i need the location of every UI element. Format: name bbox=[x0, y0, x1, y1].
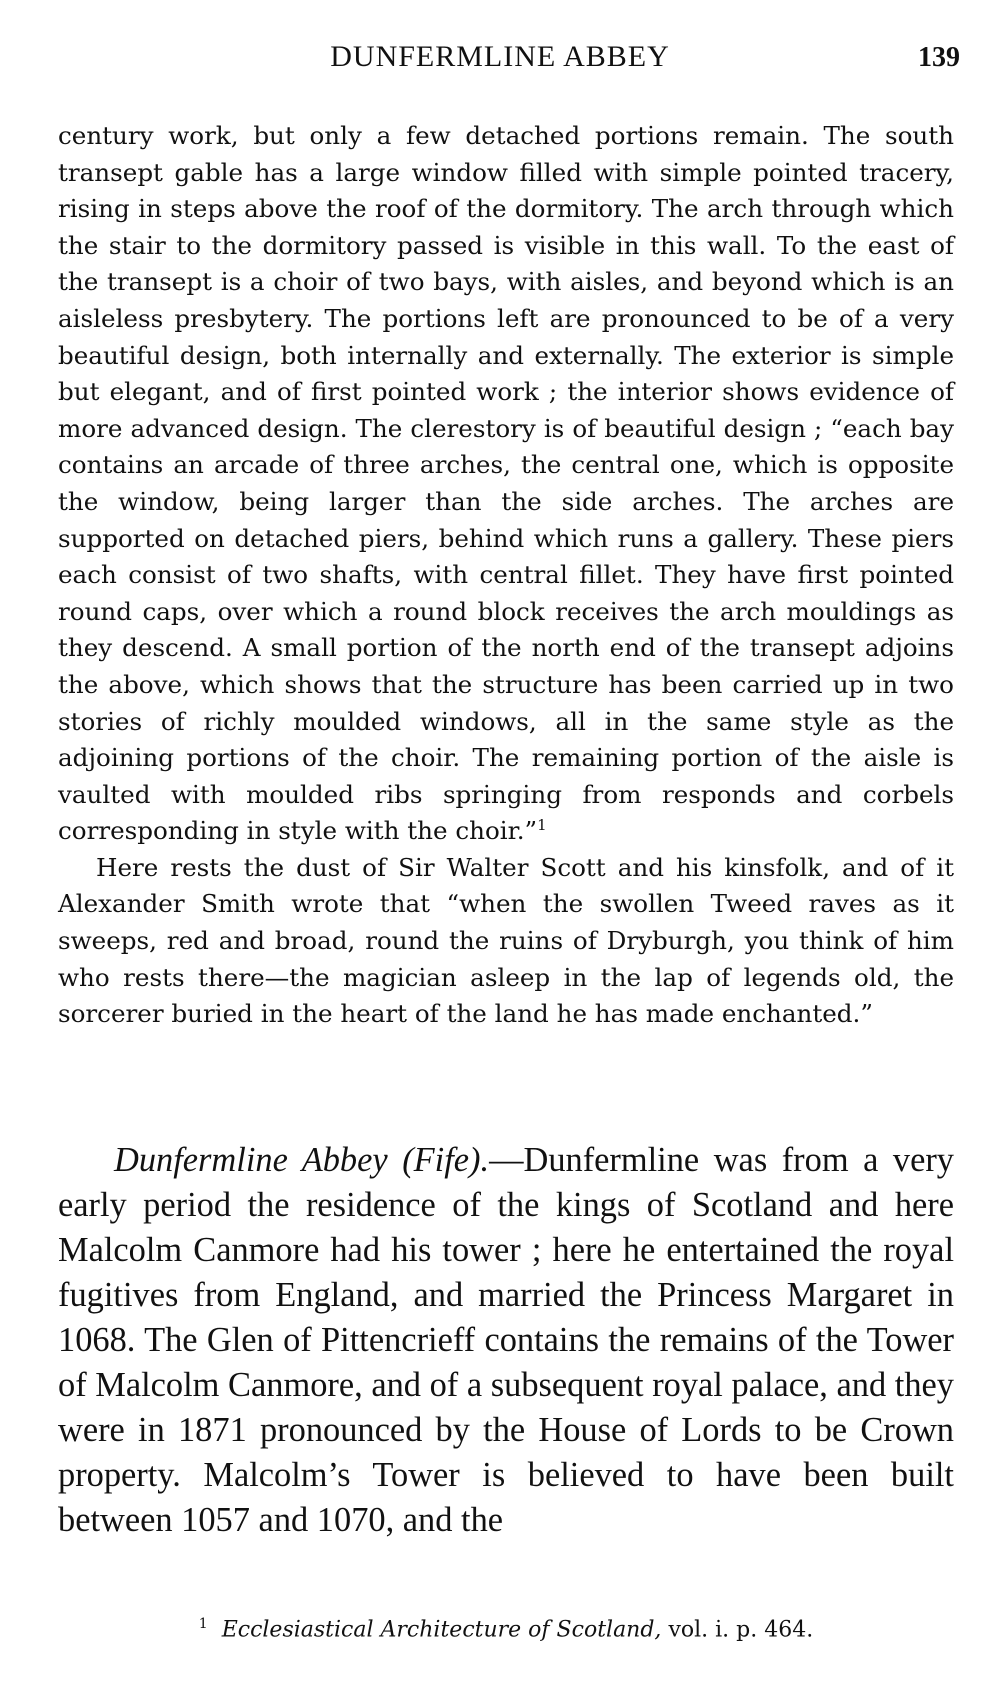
page-number: 139 bbox=[918, 42, 960, 73]
dunfermline-section bbox=[58, 1138, 954, 1543]
paragraph-transept bbox=[58, 118, 954, 850]
footnote-reference-text: vol. i. p. 464. bbox=[668, 1617, 814, 1643]
paragraph-text: century work, but only a few detached portions remain. The south transept gable has a large window filled with simple pointed tracery, rising in steps above the roof of the dormitory. The arch through which the stair to the dormitory passed is visible in this wall. To the east of the transept is a choir of two bays, with aisles, and beyond which is an aisleless presbytery. The portions left are pronounced to be of a very beautiful design, both internally and externally. The exterior is simple but elegant, and of first pointed work ; the interior shows evidence of more advanced design. The clerestory is of beautiful design ; “each bay contains an arcade of three arches, the central one, which is opposite the window, being larger than the side arches. The arches are supported on detached piers, behind which runs a gallery. These piers each consist of two shafts, with central fillet. They have first pointed round caps, over which a round block receives the arch mouldings as they descend. A small portion of the north end of the transept adjoins the above, which shows that the structure has been carried up in two stories of richly moulded windows, all in the same style as the adjoining portions of the choir. The remaining portion of the aisle is vaulted with moulded ribs springing from responds and corbels corresponding in style with the choir.” bbox=[58, 121, 954, 846]
entry-county: (Fife). bbox=[402, 1141, 490, 1179]
paragraph-text: —Dunfermline was from a very early period the residence of the kings of Scotland and here Malcolm Canmore had his tower ; here he entertained the royal fugitives from England, and married the Princess Margaret in 1068. The Glen of Pittencrieff contains the remains of the Tower of Malcolm Canmore, and of a subsequent royal palace, and they were in 1871 pronounced by the House of Lords to be Crown property. Malcolm’s Tower is believed to have been built between 1057 and 1070, and the bbox=[58, 1141, 954, 1539]
entry-heading: Dunfermline Abbey bbox=[114, 1141, 388, 1179]
paragraph-dunfermline bbox=[58, 1138, 954, 1543]
quoted-section bbox=[58, 118, 954, 1033]
running-title: DUNFERMLINE ABBEY bbox=[330, 40, 670, 73]
footnote bbox=[58, 1616, 954, 1642]
footnote-reference: 1 bbox=[537, 816, 547, 835]
footnote-mark: 1 bbox=[198, 1616, 208, 1632]
footnote-title: Ecclesiastical Architecture of Scotland, bbox=[221, 1617, 662, 1643]
paragraph-scott: Here rests the dust of Sir Walter Scott and his kinsfolk, and of it Alexander Smith wrote that “when the swollen Tweed raves as it sweeps, red and broad, round the ruins of Dryburgh, you think of him who rests there—the magician asleep in the lap of legends old, the sorcerer buried in the heart of the land he has made enchanted.” bbox=[58, 852, 954, 1029]
